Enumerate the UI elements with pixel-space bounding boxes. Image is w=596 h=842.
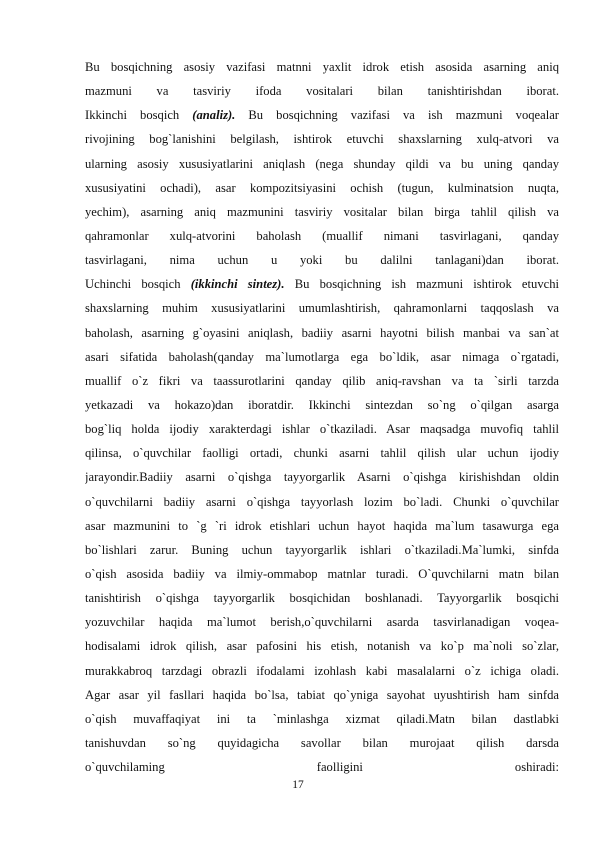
text-line bbox=[85, 538, 559, 562]
text-segment: tasvirlagani, nima uchun u yoki bu dalilni tanlagani)dan iborat. bbox=[85, 253, 559, 268]
emphasis-term: (ikkinchi sintez). bbox=[190, 277, 285, 292]
text-line bbox=[85, 393, 559, 417]
text-line bbox=[85, 55, 559, 79]
text-line bbox=[85, 707, 559, 731]
text-segment: baholash, asarning g`oyasini aniqlash, badiiy asarni hayotni bilish manbai va san`at bbox=[85, 325, 559, 340]
text-segment: o`quvchilarni badiiy asarni o`qishga tayyorlash lozim bo`ladi. Chunki o`quvchilar bbox=[85, 494, 559, 509]
text-line bbox=[85, 417, 559, 441]
text-segment: yozuvchilar haqida ma`lumot berish,o`quvchilarni asarda tasvirlanadigan voqea- bbox=[85, 615, 559, 630]
text-segment: Bu bosqichning asosiy vazifasi matnni yaxlit idrok etish asosida asarning aniq bbox=[85, 60, 559, 74]
text-segment: rivojining bog`lanishini belgilash, ishtirok etuvchi shaxslarning xulq-atvori va bbox=[85, 132, 559, 147]
text-line bbox=[85, 731, 559, 755]
text-segment: Ikkinchi bosqich bbox=[85, 108, 193, 123]
text-line bbox=[85, 369, 559, 393]
text-line bbox=[85, 272, 559, 296]
text-segment: o`quvchilaming faolligini oshiradi: bbox=[85, 760, 559, 775]
text-segment: Bu bosqichning ish mazmuni ishtirok etuvchi bbox=[284, 277, 559, 292]
text-segment: ularning asosiy xususiyatlarini aniqlash (nega shunday qildi va bu uning qanday bbox=[85, 156, 559, 171]
text-line bbox=[85, 200, 559, 224]
text-segment: qahramonlar xulq-atvorini baholash (muallif nimani tasvirlagani, qanday bbox=[85, 228, 559, 243]
text-segment: Bu bosqichning vazifasi va ish mazmuni voqealar bbox=[235, 108, 559, 123]
text-line bbox=[85, 634, 559, 658]
text-segment: yetkazadi va hokazo)dan iboratdir. Ikkinchi sintezdan so`ng o`qilgan asarga bbox=[85, 397, 559, 412]
text-segment: tanishuvdan so`ng quyidagicha savollar bilan murojaat qilish darsda bbox=[85, 735, 559, 750]
text-line bbox=[85, 345, 559, 369]
text-line bbox=[85, 659, 559, 683]
text-segment: mazmuni va tasviriy ifoda vositalari bilan tanishtirishdan iborat. bbox=[85, 84, 559, 99]
body-text bbox=[85, 55, 559, 779]
text-line bbox=[85, 755, 559, 779]
text-line bbox=[85, 176, 559, 200]
text-segment: Uchinchi bosqich bbox=[85, 277, 191, 292]
text-segment: o`qish asosida badiiy va ilmiy-ommabop matnlar turadi. O`quvchilarni matn bilan bbox=[85, 566, 559, 581]
text-segment: tanishtirish o`qishga tayyorgarlik bosqichidan boshlanadi. Tayyorgarlik bosqichi bbox=[85, 591, 559, 606]
text-line bbox=[85, 296, 559, 320]
text-segment: o`qish muvaffaqiyat ini ta `minlashga xizmat qiladi.Matn bilan dastlabki bbox=[85, 711, 559, 726]
text-segment: asar mazmunini to `g `ri idrok etishlari uchun hayot haqida ma`lum tasawurga ega bbox=[85, 518, 559, 533]
text-segment: hodisalami idrok qilish, asar pafosini his etish, notanish va ko`p ma`noli so`zlar, bbox=[85, 639, 559, 654]
text-segment: bog`liq holda ijodiy xarakterdagi ishlar o`tkaziladi. Asar maqsadga muvofiq tahlil bbox=[85, 422, 559, 437]
emphasis-term: (analiz). bbox=[192, 108, 236, 123]
text-segment: Agar asar yil fasllari haqida bo`lsa, tabiat qo`yniga sayohat uyushtirish ham sinfda bbox=[85, 687, 559, 702]
text-segment: shaxslarning muhim xususiyatlarini umumlashtirish, qahramonlarni taqqoslash va bbox=[85, 301, 559, 316]
text-line bbox=[85, 127, 559, 151]
text-line bbox=[85, 152, 559, 176]
text-segment: muallif o`z fikri va taassurotlarini qanday qilib aniq-ravshan va ta `sirli tarzda bbox=[85, 373, 559, 388]
text-line bbox=[85, 514, 559, 538]
text-segment: yechim), asarning aniq mazmunini tasviriy vositalar bilan birga tahlil qilish va bbox=[85, 204, 559, 219]
text-line bbox=[85, 103, 559, 127]
text-line bbox=[85, 465, 559, 489]
text-line bbox=[85, 683, 559, 707]
text-segment: qilinsa, o`quvchilar faolligi ortadi, chunki asarni tahlil qilish ular uchun ijodiy bbox=[85, 446, 559, 461]
text-segment: bo`lishlari zarur. Buning uchun tayyorgarlik ishlari o`tkaziladi.Ma`lumki, sinfda bbox=[85, 542, 559, 557]
text-line bbox=[85, 224, 559, 248]
text-line bbox=[85, 610, 559, 634]
text-line bbox=[85, 79, 559, 103]
text-segment: murakkabroq tarzdagi obrazli ifodalami izohlash kabi masalalarni o`z ichiga oladi. bbox=[85, 663, 559, 678]
text-line bbox=[85, 248, 559, 272]
page-number: 17 bbox=[292, 779, 304, 791]
text-segment: asari sifatida baholash(qanday ma`lumotlarga ega bo`ldik, asar nimaga o`rgatadi, bbox=[85, 349, 559, 364]
text-segment: xususiyatini ochadi), asar kompozitsiyasini ochish (tugun, kulminatsion nuqta, bbox=[85, 180, 559, 195]
text-line bbox=[85, 441, 559, 465]
text-line bbox=[85, 321, 559, 345]
text-line bbox=[85, 562, 559, 586]
text-line bbox=[85, 586, 559, 610]
text-segment: jarayondir.Badiiy asarni o`qishga tayyorgarlik Asarni o`qishga kirishishdan oldin bbox=[85, 470, 559, 485]
text-line bbox=[85, 490, 559, 514]
